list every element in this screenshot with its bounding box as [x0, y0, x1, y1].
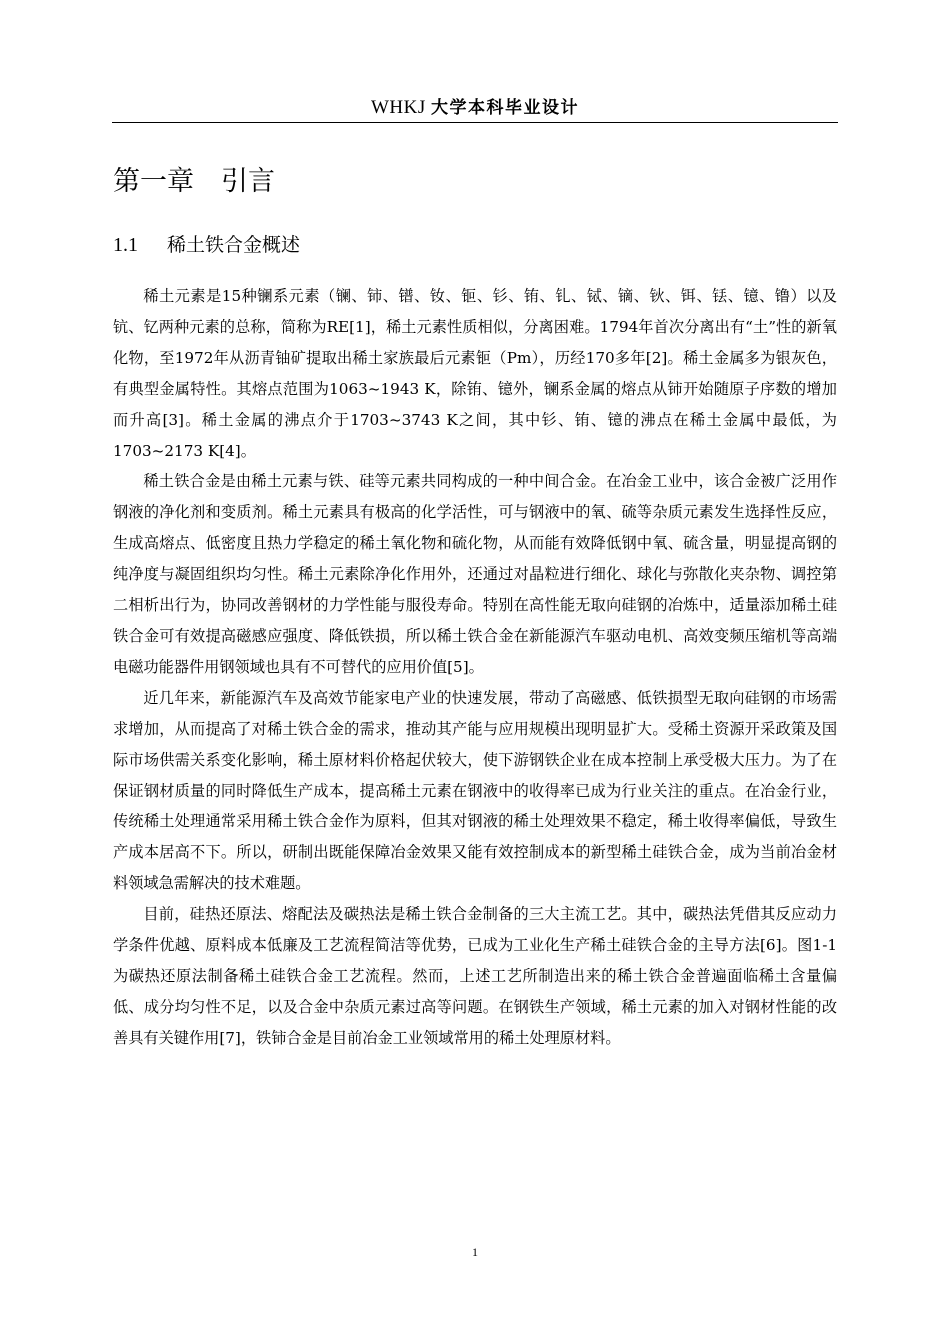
header-rule — [112, 122, 838, 123]
header-code: WHKJ — [370, 97, 432, 118]
chapter-title: 第一章 引言 — [113, 166, 275, 197]
body-text — [113, 281, 837, 1054]
paragraph-4: 目前，硅热还原法、熔配法及碳热法是稀土铁合金制备的三大主流工艺。其中，碳热法凭借其反应动力学条件优越、原料成本低廉及工艺流程简洁等优势，已成为工业化生产稀土硅铁合金的主导方法[6]。图1-1为碳热还原法制备稀土硅铁合金工艺流程。然而，上述工艺所制造出来的稀土铁合金普遍面临稀土含量偏低、成分均匀性不足，以及合金中杂质元素过高等问题。在钢铁生产领域，稀土元素的加入对钢材性能的改善具有关键作用[7]，铁铈合金是目前冶金工业领域常用的稀土处理原材料。 — [113, 905, 837, 1047]
header-title: 大学本科毕业设计 — [431, 98, 580, 118]
paragraph-3: 近几年来，新能源汽车及高效节能家电产业的快速发展，带动了高磁感、低铁损型无取向硅钢的市场需求增加，从而提高了对稀土铁合金的需求，推动其产能与应用规模出现明显扩大。受稀土资源开采政策及国际市场供需关系变化影响，稀土原材料价格起伏较大，使下游钢铁企业在成本控制上承受极大压力。为了在保证钢材质量的同时降低生产成本，提高稀土元素在钢液中的收得率已成为行业关注的重点。在冶金行业，传统稀土处理通常采用稀土铁合金作为原料，但其对钢液的稀土处理效果不稳定，稀土收得率偏低，导致生产成本居高不下。所以，研制出既能保障冶金效果又能有效控制成本的新型稀土硅铁合金，成为当前冶金材料领域急需解决的技术难题。 — [113, 688, 837, 893]
page-number: 1 — [472, 1245, 478, 1259]
paragraph-2: 稀土铁合金是由稀土元素与铁、硅等元素共同构成的一种中间合金。在冶金工业中，该合金被广泛用作钢液的净化剂和变质剂。稀土元素具有极高的化学活性，可与钢液中的氧、硫等杂质元素发生选择性反应，生成高熔点、低密度且热力学稳定的稀土氧化物和硫化物，从而能有效降低钢中氧、硫含量，明显提高钢的纯净度与凝固组织均匀性。稀土元素除净化作用外，还通过对晶粒进行细化、球化与弥散化夹杂物、调控第二相析出行为，协同改善钢材的力学性能与服役寿命。特别在高性能无取向硅钢的冶炼中，适量添加稀土硅铁合金可有效提高磁感应强度、降低铁损，所以稀土铁合金在新能源汽车驱动电机、高效变频压缩机等高端电磁功能器件用钢领域也具有不可替代的应用价值[5]。 — [113, 472, 837, 676]
section-number: 1.1 — [113, 234, 138, 256]
paragraph-1: 稀土元素是15种镧系元素（镧、铈、镨、钕、钷、钐、铕、钆、铽、镝、钬、铒、铥、镱、镥）以及钪、钇两种元素的总称，简称为RE[1]，稀土元素性质相似，分离困难。1794年首次分离出有“土”性的新氧化物，至1972年从沥青铀矿提取出稀土家族最后元素钷（Pm），历经170多年[2]。稀土金属多为银灰色，有典型金属特性。其熔点范围为1063~1943 K，除铕、镱外，镧系金属的熔点从铈开始随原子序数的增加而升高[3]。稀土金属的沸点介于1703~3743 K之间，其中钐、铕、镱的沸点在稀土金属中最低，为1703~2173 K[4]。 — [113, 287, 837, 460]
page-header — [112, 94, 838, 122]
section-title: 稀土铁合金概述 — [167, 234, 301, 256]
section-heading — [113, 228, 300, 261]
